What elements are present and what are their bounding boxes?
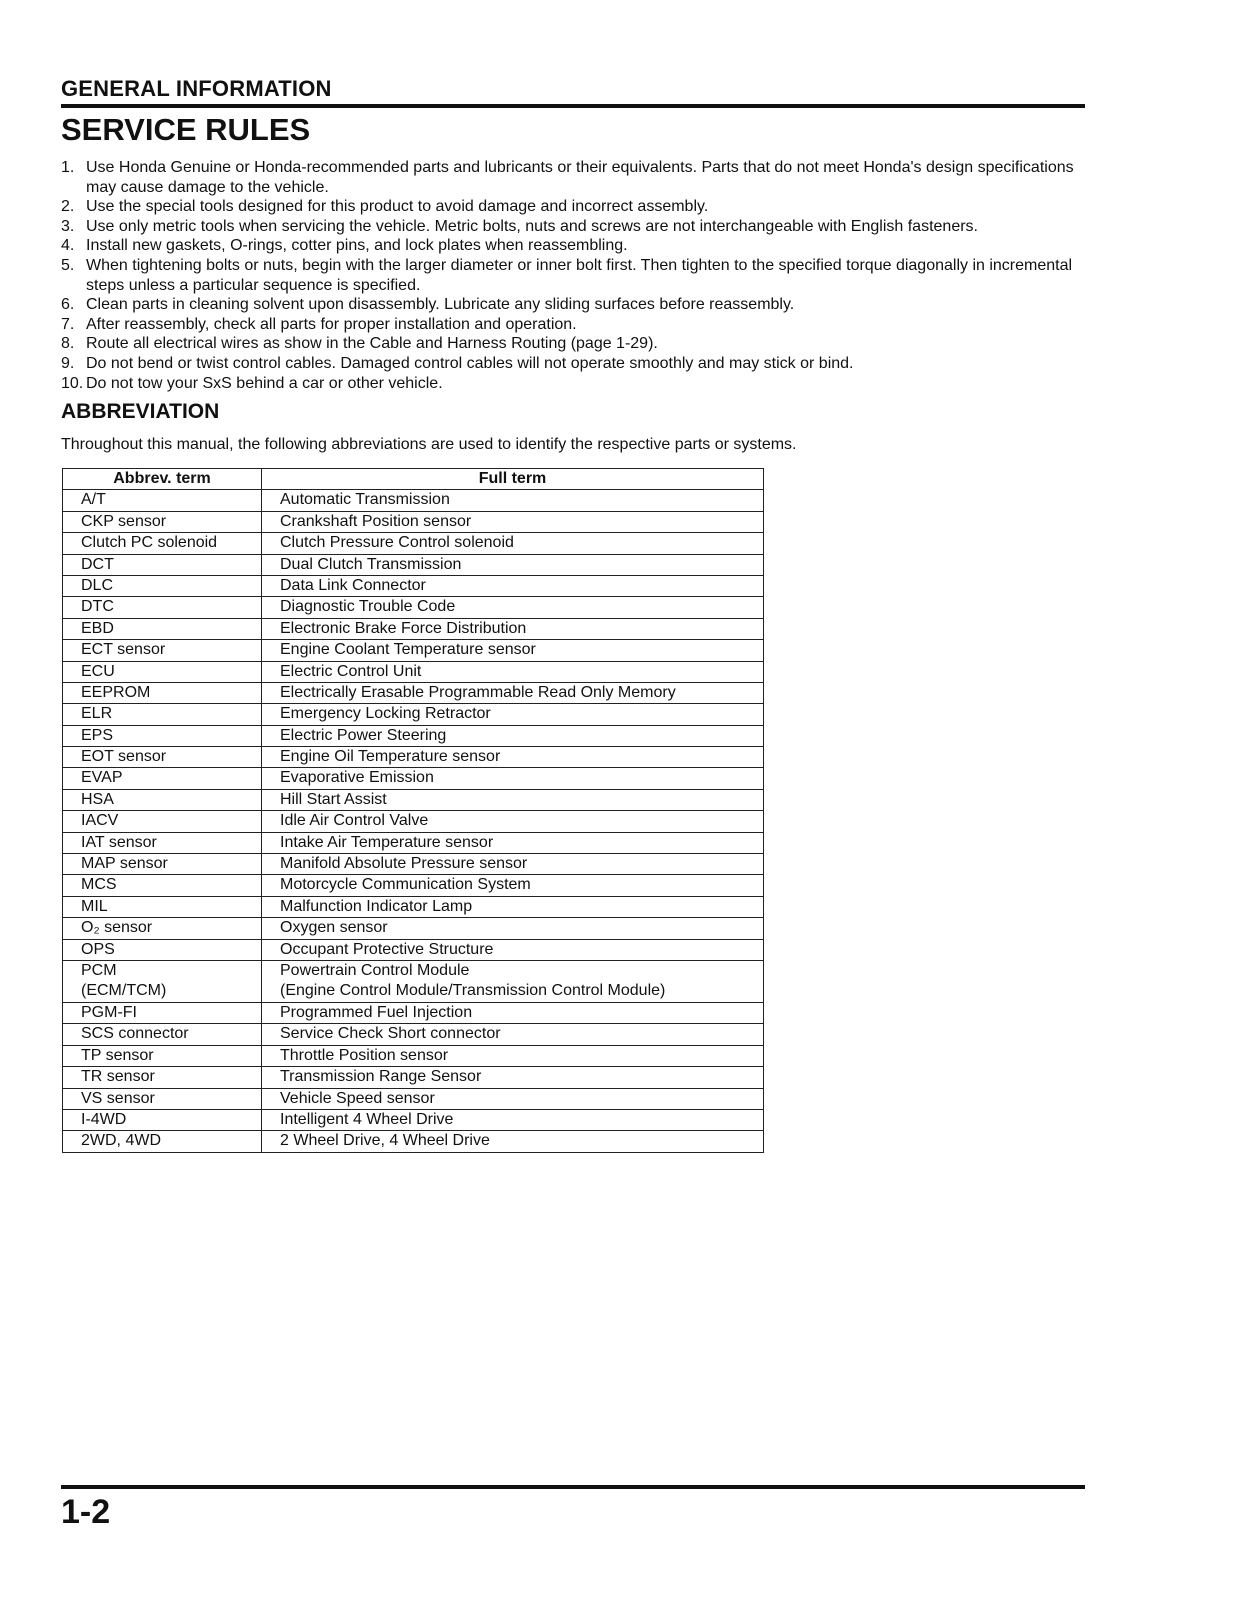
- abbrev-cell: IAT sensor: [63, 832, 262, 853]
- table-row: [63, 682, 764, 703]
- abbreviation-table-body: [63, 490, 764, 1152]
- table-row: [63, 875, 764, 896]
- rule-text: Do not tow your SxS behind a car or other vehicle.: [86, 374, 443, 392]
- full-term-cell: Electrically Erasable Programmable Read Only Memory: [262, 682, 764, 703]
- service-rule-item: [61, 217, 1091, 237]
- table-row: [63, 640, 764, 661]
- rule-number: 9.: [61, 354, 75, 372]
- full-term-cell: Intelligent 4 Wheel Drive: [262, 1109, 764, 1130]
- abbrev-cell: ELR: [63, 704, 262, 725]
- full-term-cell: Motorcycle Communication System: [262, 875, 764, 896]
- table-row: [63, 1002, 764, 1023]
- abbrev-cell: TR sensor: [63, 1067, 262, 1088]
- table-row: [63, 1109, 764, 1130]
- abbrev-cell: IACV: [63, 811, 262, 832]
- footer-rule: [61, 1485, 1085, 1489]
- rule-text: After reassembly, check all parts for proper installation and operation.: [86, 315, 577, 333]
- table-row: [63, 1024, 764, 1045]
- rule-number: 4.: [61, 237, 75, 255]
- full-term-cell: Manifold Absolute Pressure sensor: [262, 854, 764, 875]
- full-term-cell: Electric Power Steering: [262, 725, 764, 746]
- full-term-cell: Idle Air Control Valve: [262, 811, 764, 832]
- abbrev-cell: MCS: [63, 875, 262, 896]
- header-abbrev-term: Abbrev. term: [63, 469, 262, 490]
- abbrev-cell: DTC: [63, 597, 262, 618]
- header-full-term: Full term: [262, 469, 764, 490]
- table-row: [63, 854, 764, 875]
- full-term-cell: Intake Air Temperature sensor: [262, 832, 764, 853]
- table-row: [63, 768, 764, 789]
- rule-number: 10.: [61, 374, 84, 392]
- rule-number: 5.: [61, 256, 75, 274]
- rule-text: When tightening bolts or nuts, begin with the larger diameter or inner bolt first. Then tighten to the specified torque diagonally in incremental steps unless a particular sequence is specified.: [86, 256, 1073, 294]
- rule-text: Clean parts in cleaning solvent upon disassembly. Lubricate any sliding surfaces before reassembly.: [86, 296, 795, 314]
- abbrev-cell: [63, 960, 262, 1002]
- table-row: [63, 511, 764, 532]
- service-rule-item: [61, 236, 1091, 256]
- rule-number: 8.: [61, 335, 75, 353]
- rule-text: Do not bend or twist control cables. Damaged control cables will not operate smoothly and may stick or bind.: [86, 354, 854, 372]
- full-term-cell: Engine Coolant Temperature sensor: [262, 640, 764, 661]
- full-term-cell: Occupant Protective Structure: [262, 939, 764, 960]
- abbrev-cell: EBD: [63, 618, 262, 639]
- full-term-cell: Throttle Position sensor: [262, 1045, 764, 1066]
- cell-line: Powertrain Control Module: [280, 961, 470, 979]
- page-title: SERVICE RULES: [61, 112, 311, 147]
- abbrev-cell: DCT: [63, 554, 262, 575]
- table-row: [63, 789, 764, 810]
- cell-line: (Engine Control Module/Transmission Control Module): [280, 981, 666, 999]
- abbrev-cell: A/T: [63, 490, 262, 511]
- table-row: [63, 533, 764, 554]
- table-row: [63, 554, 764, 575]
- rule-text: Route all electrical wires as show in the Cable and Harness Routing (page 1-29).: [86, 335, 658, 353]
- rule-number: 2.: [61, 198, 75, 216]
- abbrev-cell: ECU: [63, 661, 262, 682]
- full-term-cell: Electronic Brake Force Distribution: [262, 618, 764, 639]
- rule-text: Use Honda Genuine or Honda-recommended parts and lubricants or their equivalents. Parts that do not meet Honda's design specifications may cause damage to the vehicle.: [86, 159, 1074, 196]
- service-rule-item: [61, 354, 1091, 374]
- service-rule-item: [61, 295, 1091, 315]
- page-number: 1-2: [61, 1493, 111, 1531]
- full-term-cell: [262, 960, 764, 1002]
- abbrev-cell: O₂ sensor: [63, 918, 262, 939]
- table-row: [63, 832, 764, 853]
- full-term-cell: Hill Start Assist: [262, 789, 764, 810]
- table-row: [63, 1131, 764, 1152]
- full-term-cell: 2 Wheel Drive, 4 Wheel Drive: [262, 1131, 764, 1152]
- full-term-cell: Service Check Short connector: [262, 1024, 764, 1045]
- table-row: [63, 575, 764, 596]
- rule-number: 1.: [61, 159, 75, 176]
- table-row: [63, 747, 764, 768]
- table-row: [63, 1045, 764, 1066]
- table-row: [63, 939, 764, 960]
- table-row: [63, 1088, 764, 1109]
- full-term-cell: Engine Oil Temperature sensor: [262, 747, 764, 768]
- abbrev-cell: TP sensor: [63, 1045, 262, 1066]
- cell-line: PCM: [81, 961, 117, 979]
- abbrev-cell: I-4WD: [63, 1109, 262, 1130]
- table-row: [63, 896, 764, 917]
- rule-number: 6.: [61, 296, 75, 314]
- abbrev-cell: HSA: [63, 789, 262, 810]
- full-term-cell: Emergency Locking Retractor: [262, 704, 764, 725]
- full-term-cell: Evaporative Emission: [262, 768, 764, 789]
- service-rule-item: [61, 256, 1091, 295]
- abbreviation-intro: Throughout this manual, the following abbreviations are used to identify the respective parts or systems.: [61, 436, 797, 453]
- full-term-cell: Automatic Transmission: [262, 490, 764, 511]
- table-row: [63, 725, 764, 746]
- full-term-cell: Crankshaft Position sensor: [262, 511, 764, 532]
- table-row: [63, 490, 764, 511]
- abbrev-cell: MAP sensor: [63, 854, 262, 875]
- full-term-cell: Programmed Fuel Injection: [262, 1002, 764, 1023]
- abbrev-cell: OPS: [63, 939, 262, 960]
- table-row: [63, 811, 764, 832]
- service-rule-item: [61, 315, 1091, 335]
- abbrev-cell: EEPROM: [63, 682, 262, 703]
- abbrev-cell: CKP sensor: [63, 511, 262, 532]
- abbrev-cell: MIL: [63, 896, 262, 917]
- rule-number: 3.: [61, 217, 75, 235]
- rule-text: Install new gaskets, O-rings, cotter pins, and lock plates when reassembling.: [86, 237, 628, 255]
- full-term-cell: Data Link Connector: [262, 575, 764, 596]
- table-row: [63, 960, 764, 1002]
- table-row: [63, 1067, 764, 1088]
- abbreviation-table: [62, 468, 764, 1153]
- full-term-cell: Clutch Pressure Control solenoid: [262, 533, 764, 554]
- full-term-cell: Diagnostic Trouble Code: [262, 597, 764, 618]
- service-rule-item: [61, 158, 1091, 197]
- section-header: GENERAL INFORMATION: [61, 76, 332, 101]
- full-term-cell: Oxygen sensor: [262, 918, 764, 939]
- rule-text: Use the special tools designed for this product to avoid damage and incorrect assembly.: [86, 198, 709, 216]
- abbrev-cell: SCS connector: [63, 1024, 262, 1045]
- abbrev-cell: VS sensor: [63, 1088, 262, 1109]
- full-term-cell: Malfunction Indicator Lamp: [262, 896, 764, 917]
- service-rule-item: [61, 197, 1091, 217]
- header-rule: [61, 104, 1085, 108]
- abbrev-cell: EPS: [63, 725, 262, 746]
- full-term-cell: Transmission Range Sensor: [262, 1067, 764, 1088]
- full-term-cell: Vehicle Speed sensor: [262, 1088, 764, 1109]
- table-row: [63, 918, 764, 939]
- service-rules-list: [61, 158, 1091, 393]
- abbreviation-heading: ABBREVIATION: [61, 400, 220, 423]
- full-term-cell: Electric Control Unit: [262, 661, 764, 682]
- abbrev-cell: Clutch PC solenoid: [63, 533, 262, 554]
- abbrev-cell: PGM-FI: [63, 1002, 262, 1023]
- rule-text: Use only metric tools when servicing the vehicle. Metric bolts, nuts and screws are not interchangeable with English fasteners.: [86, 217, 978, 235]
- table-row: [63, 597, 764, 618]
- abbrev-cell: ECT sensor: [63, 640, 262, 661]
- abbrev-cell: EVAP: [63, 768, 262, 789]
- abbrev-cell: EOT sensor: [63, 747, 262, 768]
- cell-line: (ECM/TCM): [81, 981, 167, 999]
- abbrev-cell: 2WD, 4WD: [63, 1131, 262, 1152]
- table-row: [63, 704, 764, 725]
- abbrev-cell: DLC: [63, 575, 262, 596]
- table-row: [63, 661, 764, 682]
- table-row: [63, 618, 764, 639]
- table-header-row: [63, 469, 764, 490]
- service-rule-item: [61, 374, 1091, 394]
- rule-number: 7.: [61, 315, 75, 333]
- service-rule-item: [61, 334, 1091, 354]
- full-term-cell: Dual Clutch Transmission: [262, 554, 764, 575]
